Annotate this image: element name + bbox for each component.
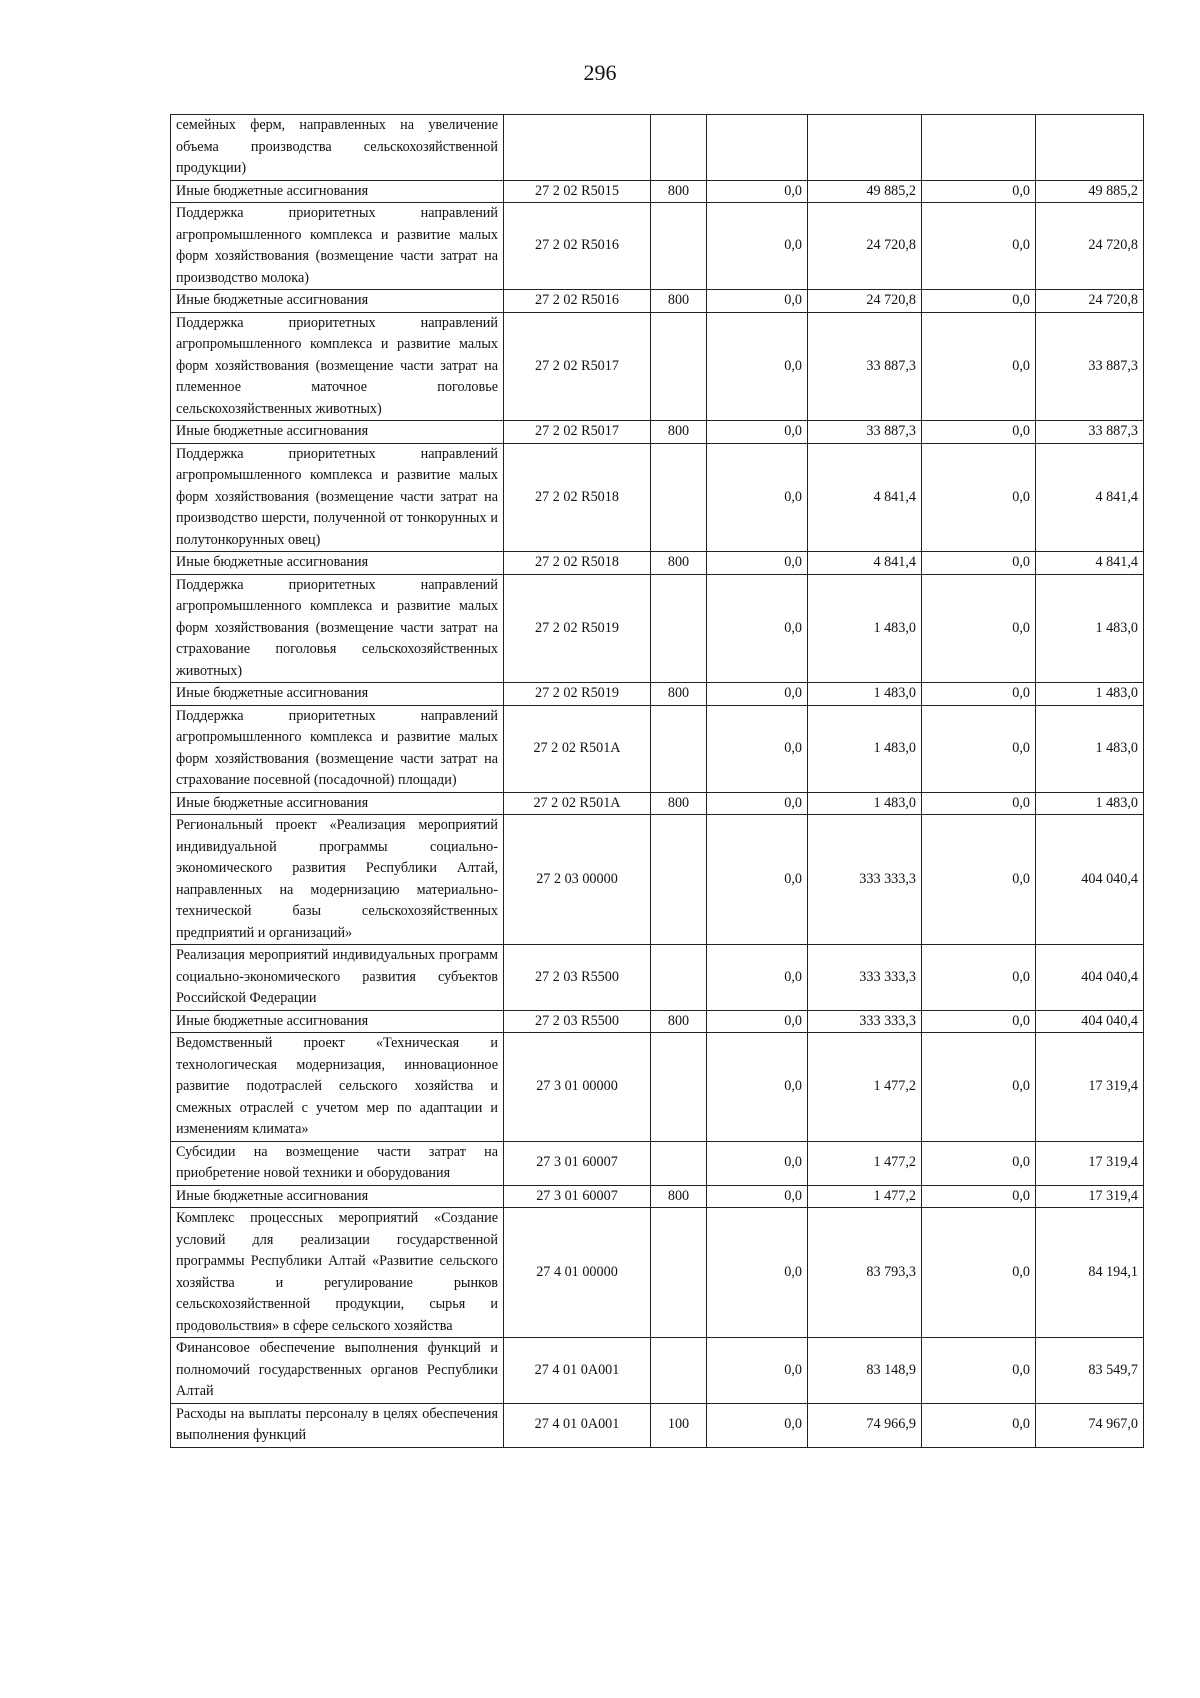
row-type-cell: 800 [651, 421, 707, 444]
row-value-3-cell [922, 115, 1036, 181]
row-value-1-cell: 0,0 [707, 180, 808, 203]
row-name-cell: Ведомственный проект «Техническая и технологическая модернизация, инновационное развитие подотраслей сельского хозяйства и смежных отраслей с учетом мер по адаптации и изменениям климата» [171, 1033, 504, 1142]
row-type-cell [651, 312, 707, 421]
row-name-cell: Поддержка приоритетных направлений агропромышленного комплекса и развитие малых форм хозяйствования (возмещение части затрат на племенное маточное поголовье сельскохозяйственных животных) [171, 312, 504, 421]
row-value-4-cell: 17 319,4 [1036, 1141, 1144, 1185]
row-name-cell: Иные бюджетные ассигнования [171, 683, 504, 706]
row-value-3-cell: 0,0 [922, 1403, 1036, 1447]
row-value-4-cell: 1 483,0 [1036, 792, 1144, 815]
row-name-cell: Иные бюджетные ассигнования [171, 290, 504, 313]
row-type-cell [651, 1033, 707, 1142]
row-value-4-cell: 84 194,1 [1036, 1208, 1144, 1338]
table-row [171, 1185, 1144, 1208]
row-value-2-cell: 1 477,2 [808, 1033, 922, 1142]
table-row [171, 1208, 1144, 1338]
table-row [171, 421, 1144, 444]
row-value-1-cell: 0,0 [707, 683, 808, 706]
row-name-cell: Поддержка приоритетных направлений агропромышленного комплекса и развитие малых форм хозяйствования (возмещение части затрат на производство молока) [171, 203, 504, 290]
row-type-cell [651, 1338, 707, 1404]
row-value-3-cell: 0,0 [922, 792, 1036, 815]
row-value-1-cell: 0,0 [707, 203, 808, 290]
budget-table-body [171, 115, 1144, 1448]
row-code-cell: 27 2 02 R5015 [504, 180, 651, 203]
page-number: 296 [583, 60, 617, 85]
budget-table [170, 114, 1144, 1448]
row-value-4-cell: 17 319,4 [1036, 1185, 1144, 1208]
row-value-1-cell: 0,0 [707, 1033, 808, 1142]
row-value-1-cell: 0,0 [707, 312, 808, 421]
row-code-cell: 27 2 02 R5018 [504, 552, 651, 575]
row-value-2-cell: 333 333,3 [808, 1010, 922, 1033]
row-name-cell: Иные бюджетные ассигнования [171, 1185, 504, 1208]
table-row [171, 552, 1144, 575]
row-type-cell: 800 [651, 290, 707, 313]
row-type-cell [651, 1141, 707, 1185]
row-value-2-cell: 1 483,0 [808, 792, 922, 815]
row-value-3-cell: 0,0 [922, 290, 1036, 313]
row-value-4-cell: 49 885,2 [1036, 180, 1144, 203]
row-code-cell: 27 2 02 R5017 [504, 312, 651, 421]
table-row [171, 815, 1144, 945]
row-value-4-cell: 33 887,3 [1036, 421, 1144, 444]
row-value-3-cell: 0,0 [922, 683, 1036, 706]
row-value-2-cell: 333 333,3 [808, 945, 922, 1011]
row-value-1-cell: 0,0 [707, 443, 808, 552]
row-type-cell: 800 [651, 1010, 707, 1033]
row-type-cell: 100 [651, 1403, 707, 1447]
row-code-cell: 27 2 02 R5018 [504, 443, 651, 552]
row-value-1-cell: 0,0 [707, 421, 808, 444]
row-value-3-cell: 0,0 [922, 1033, 1036, 1142]
row-value-1-cell: 0,0 [707, 290, 808, 313]
row-code-cell: 27 3 01 60007 [504, 1185, 651, 1208]
row-code-cell: 27 3 01 60007 [504, 1141, 651, 1185]
row-code-cell: 27 2 02 R5017 [504, 421, 651, 444]
row-code-cell: 27 4 01 0A001 [504, 1338, 651, 1404]
row-value-2-cell: 24 720,8 [808, 290, 922, 313]
row-code-cell: 27 2 03 00000 [504, 815, 651, 945]
row-value-1-cell: 0,0 [707, 1141, 808, 1185]
row-value-3-cell: 0,0 [922, 705, 1036, 792]
row-value-4-cell: 404 040,4 [1036, 1010, 1144, 1033]
row-value-1-cell: 0,0 [707, 1185, 808, 1208]
row-name-cell: Поддержка приоритетных направлений агропромышленного комплекса и развитие малых форм хозяйствования (возмещение части затрат на страхование посевной (посадочной) площади) [171, 705, 504, 792]
row-name-cell: Иные бюджетные ассигнования [171, 552, 504, 575]
row-value-4-cell: 404 040,4 [1036, 945, 1144, 1011]
row-value-1-cell: 0,0 [707, 1208, 808, 1338]
row-value-4-cell: 33 887,3 [1036, 312, 1144, 421]
row-value-2-cell: 1 477,2 [808, 1185, 922, 1208]
row-value-2-cell [808, 115, 922, 181]
row-value-2-cell: 333 333,3 [808, 815, 922, 945]
table-row [171, 1338, 1144, 1404]
row-value-4-cell: 1 483,0 [1036, 705, 1144, 792]
row-value-4-cell: 404 040,4 [1036, 815, 1144, 945]
row-value-1-cell: 0,0 [707, 815, 808, 945]
row-value-4-cell: 1 483,0 [1036, 683, 1144, 706]
row-value-1-cell [707, 115, 808, 181]
row-value-3-cell: 0,0 [922, 203, 1036, 290]
row-value-4-cell [1036, 115, 1144, 181]
row-code-cell: 27 2 03 R5500 [504, 945, 651, 1011]
row-value-2-cell: 4 841,4 [808, 552, 922, 575]
table-row [171, 1010, 1144, 1033]
row-name-cell: семейных ферм, направленных на увеличение объема производства сельскохозяйственной продукции) [171, 115, 504, 181]
row-value-1-cell: 0,0 [707, 1010, 808, 1033]
table-row [171, 945, 1144, 1011]
row-value-3-cell: 0,0 [922, 815, 1036, 945]
row-value-3-cell: 0,0 [922, 1208, 1036, 1338]
row-name-cell: Иные бюджетные ассигнования [171, 1010, 504, 1033]
table-row [171, 203, 1144, 290]
table-row [171, 683, 1144, 706]
row-value-3-cell: 0,0 [922, 1338, 1036, 1404]
table-row [171, 1403, 1144, 1447]
row-value-1-cell: 0,0 [707, 574, 808, 683]
row-type-cell [651, 115, 707, 181]
row-type-cell [651, 705, 707, 792]
row-code-cell: 27 2 02 R501A [504, 705, 651, 792]
row-value-4-cell: 24 720,8 [1036, 203, 1144, 290]
table-row [171, 115, 1144, 181]
row-code-cell [504, 115, 651, 181]
table-row [171, 443, 1144, 552]
row-name-cell: Иные бюджетные ассигнования [171, 792, 504, 815]
table-row [171, 705, 1144, 792]
table-row [171, 1033, 1144, 1142]
row-value-2-cell: 83 793,3 [808, 1208, 922, 1338]
row-name-cell: Комплекс процессных мероприятий «Создание условий для реализации государственной программы Республики Алтай «Развитие сельского хозяйства и регулирование рынков сельскохозяйственной продукции, сырья и продовольствия» в сфере сельского хозяйства [171, 1208, 504, 1338]
row-value-4-cell: 74 967,0 [1036, 1403, 1144, 1447]
row-value-4-cell: 4 841,4 [1036, 443, 1144, 552]
row-value-2-cell: 33 887,3 [808, 312, 922, 421]
row-value-3-cell: 0,0 [922, 1141, 1036, 1185]
row-type-cell: 800 [651, 683, 707, 706]
row-value-3-cell: 0,0 [922, 443, 1036, 552]
row-name-cell: Поддержка приоритетных направлений агропромышленного комплекса и развитие малых форм хозяйствования (возмещение части затрат на производство шерсти, полученной от тонкорунных и полутонкорунных овец) [171, 443, 504, 552]
row-value-3-cell: 0,0 [922, 1185, 1036, 1208]
row-value-1-cell: 0,0 [707, 1338, 808, 1404]
row-value-3-cell: 0,0 [922, 552, 1036, 575]
row-value-4-cell: 4 841,4 [1036, 552, 1144, 575]
row-value-3-cell: 0,0 [922, 312, 1036, 421]
table-row [171, 312, 1144, 421]
table-row [171, 180, 1144, 203]
row-value-4-cell: 24 720,8 [1036, 290, 1144, 313]
row-value-2-cell: 83 148,9 [808, 1338, 922, 1404]
row-value-3-cell: 0,0 [922, 1010, 1036, 1033]
row-value-2-cell: 49 885,2 [808, 180, 922, 203]
row-code-cell: 27 2 02 R5016 [504, 203, 651, 290]
row-value-3-cell: 0,0 [922, 574, 1036, 683]
row-value-1-cell: 0,0 [707, 792, 808, 815]
row-name-cell: Финансовое обеспечение выполнения функций и полномочий государственных органов Республики Алтай [171, 1338, 504, 1404]
row-value-2-cell: 1 483,0 [808, 683, 922, 706]
row-value-1-cell: 0,0 [707, 945, 808, 1011]
row-code-cell: 27 2 03 R5500 [504, 1010, 651, 1033]
row-type-cell [651, 203, 707, 290]
row-name-cell: Региональный проект «Реализация мероприятий индивидуальной программы социально-экономического развития Республики Алтай, направленных на модернизацию материально-технической базы сельскохозяйственных предприятий и организаций» [171, 815, 504, 945]
row-value-2-cell: 33 887,3 [808, 421, 922, 444]
row-type-cell [651, 815, 707, 945]
row-value-1-cell: 0,0 [707, 552, 808, 575]
row-type-cell: 800 [651, 1185, 707, 1208]
row-value-3-cell: 0,0 [922, 180, 1036, 203]
row-name-cell: Поддержка приоритетных направлений агропромышленного комплекса и развитие малых форм хозяйствования (возмещение части затрат на страхование поголовья сельскохозяйственных животных) [171, 574, 504, 683]
row-code-cell: 27 4 01 00000 [504, 1208, 651, 1338]
row-value-2-cell: 1 477,2 [808, 1141, 922, 1185]
row-type-cell: 800 [651, 552, 707, 575]
row-name-cell: Реализация мероприятий индивидуальных программ социально-экономического развития субъектов Российской Федерации [171, 945, 504, 1011]
row-code-cell: 27 3 01 00000 [504, 1033, 651, 1142]
row-value-2-cell: 24 720,8 [808, 203, 922, 290]
row-type-cell: 800 [651, 180, 707, 203]
row-name-cell: Иные бюджетные ассигнования [171, 180, 504, 203]
row-name-cell: Субсидии на возмещение части затрат на приобретение новой техники и оборудования [171, 1141, 504, 1185]
row-code-cell: 27 4 01 0A001 [504, 1403, 651, 1447]
row-type-cell [651, 1208, 707, 1338]
row-type-cell [651, 574, 707, 683]
row-value-2-cell: 1 483,0 [808, 574, 922, 683]
row-value-4-cell: 83 549,7 [1036, 1338, 1144, 1404]
row-value-1-cell: 0,0 [707, 705, 808, 792]
row-code-cell: 27 2 02 R5019 [504, 683, 651, 706]
row-code-cell: 27 2 02 R501A [504, 792, 651, 815]
row-value-3-cell: 0,0 [922, 945, 1036, 1011]
row-code-cell: 27 2 02 R5019 [504, 574, 651, 683]
row-value-2-cell: 74 966,9 [808, 1403, 922, 1447]
row-value-2-cell: 1 483,0 [808, 705, 922, 792]
row-type-cell: 800 [651, 792, 707, 815]
row-name-cell: Иные бюджетные ассигнования [171, 421, 504, 444]
table-row [171, 290, 1144, 313]
row-name-cell: Расходы на выплаты персоналу в целях обеспечения выполнения функций [171, 1403, 504, 1447]
row-type-cell [651, 443, 707, 552]
row-code-cell: 27 2 02 R5016 [504, 290, 651, 313]
row-value-1-cell: 0,0 [707, 1403, 808, 1447]
row-value-2-cell: 4 841,4 [808, 443, 922, 552]
row-type-cell [651, 945, 707, 1011]
row-value-4-cell: 17 319,4 [1036, 1033, 1144, 1142]
row-value-4-cell: 1 483,0 [1036, 574, 1144, 683]
table-row [171, 792, 1144, 815]
table-row [171, 574, 1144, 683]
row-value-3-cell: 0,0 [922, 421, 1036, 444]
table-row [171, 1141, 1144, 1185]
